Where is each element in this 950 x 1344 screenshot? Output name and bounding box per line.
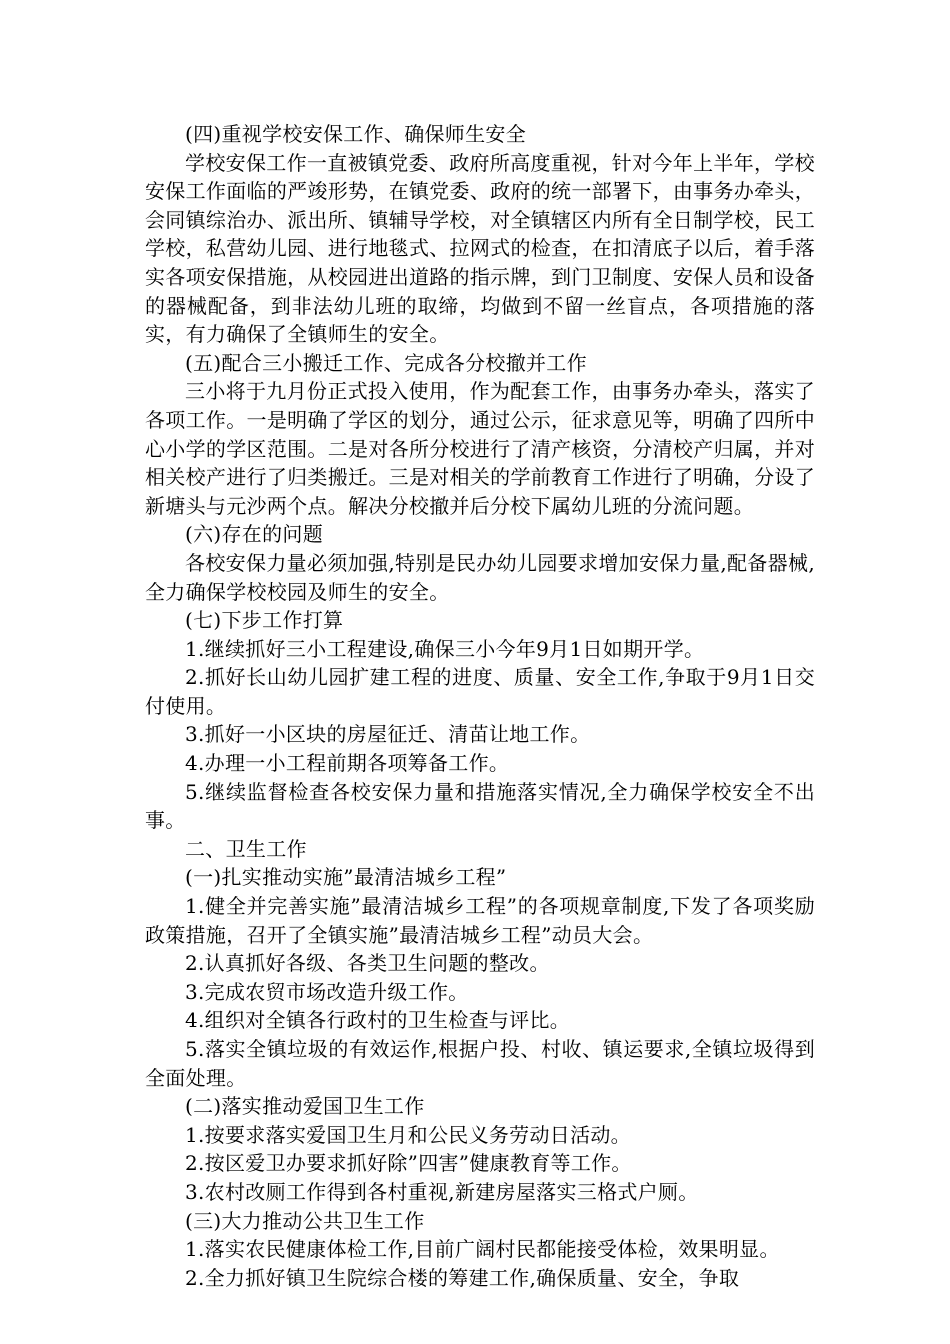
list-item: 5.落实全镇垃圾的有效运作,根据户投、村收、镇运要求,全镇垃圾得到全面处理。 bbox=[145, 1037, 815, 1090]
list-item: 3.完成农贸市场改造升级工作。 bbox=[185, 979, 469, 1004]
list-item: 2.按区爱卫办要求抓好除”四害”健康教育等工作。 bbox=[185, 1151, 632, 1176]
section-heading-7: (七)下步工作打算 bbox=[185, 608, 344, 633]
section-heading-2: (二)落实推动爱国卫生工作 bbox=[185, 1094, 425, 1119]
list-item: 1.按要求落实爱国卫生月和公民义务劳动日活动。 bbox=[185, 1122, 631, 1147]
list-item: 3.农村改厕工作得到各村重视,新建房屋落实三格式户厕。 bbox=[185, 1179, 699, 1204]
body-paragraph: 各校安保力量必须加强,特别是民办幼儿园要求增加安保力量,配备器械,全力确保学校校园及师生的安全。 bbox=[145, 550, 815, 604]
section-heading-4: (四)重视学校安保工作、确保师生安全 bbox=[185, 122, 527, 146]
section-heading-3: (三)大力推动公共卫生工作 bbox=[185, 1208, 425, 1233]
list-item: 5.继续监督检查各校安保力量和措施落实情况,全力确保学校安全不出事。 bbox=[145, 779, 815, 833]
list-item: 2.认真抓好各级、各类卫生问题的整改。 bbox=[185, 951, 550, 976]
list-item: 2.全力抓好镇卫生院综合楼的筹建工作,确保质量、安全，争取 bbox=[185, 1265, 740, 1290]
list-item: 4.组织对全镇各行政村的卫生检查与评比。 bbox=[185, 1008, 571, 1033]
list-item: 1.继续抓好三小工程建设,确保三小今年9月1日如期开学。 bbox=[185, 636, 705, 661]
list-item: 4.办理一小工程前期各项筹备工作。 bbox=[185, 751, 510, 776]
list-item: 1.落实农民健康体检工作,目前广阔村民都能接受体检，效果明显。 bbox=[185, 1237, 780, 1262]
section-heading-6: (六)存在的问题 bbox=[185, 522, 324, 547]
list-item: 1.健全并完善实施”最清洁城乡工程”的各项规章制度,下发了各项奖励政策措施，召开了全镇实施”最清洁城乡工程”动员大会。 bbox=[145, 894, 815, 947]
body-paragraph: 学校安保工作一直被镇党委、政府所高度重视，针对今年上半年，学校安保工作面临的严竣形势，在镇党委、政府的统一部署下，由事务办牵头，会同镇综治办、派出所、镇辅导学校，对全镇辖区内所有全日制学校，民工学校，私营幼儿园、进行地毯式、拉网式的检查，在扣清底子以后，着手落实各项安保措施，从校园进出道路的指示牌，到门卫制度、安保人员和设备的器械配备，到非法幼儿班的取缔，均做到不留一丝盲点，各项措施的落实，有力确保了全镇师生的安全。 bbox=[145, 150, 815, 347]
list-item: 2.抓好长山幼儿园扩建工程的进度、质量、安全工作,争取于9月1日交付使用。 bbox=[145, 665, 815, 718]
section-heading-5: (五)配合三小搬迁工作、完成各分校撤并工作 bbox=[185, 350, 587, 375]
section-heading-1: (一)扎实推动实施”最清洁城乡工程” bbox=[185, 865, 507, 890]
list-item: 3.抓好一小区块的房屋征迁、清苗让地工作。 bbox=[185, 722, 591, 747]
chapter-heading-health: 二、卫生工作 bbox=[185, 836, 307, 861]
body-paragraph: 三小将于九月份正式投入使用，作为配套工作，由事务办牵头，落实了各项工作。一是明确了学区的划分，通过公示，征求意见等，明确了四所中心小学的学区范围。二是对各所分校进行了清产核资，分清校产归属，并对相关校产进行了归类搬迁。三是对相关的学前教育工作进行了明确，分设了新塘头与元沙两个点。解决分校撤并后分校下属幼儿班的分流问题。 bbox=[145, 379, 815, 518]
document-body bbox=[145, 120, 815, 1292]
